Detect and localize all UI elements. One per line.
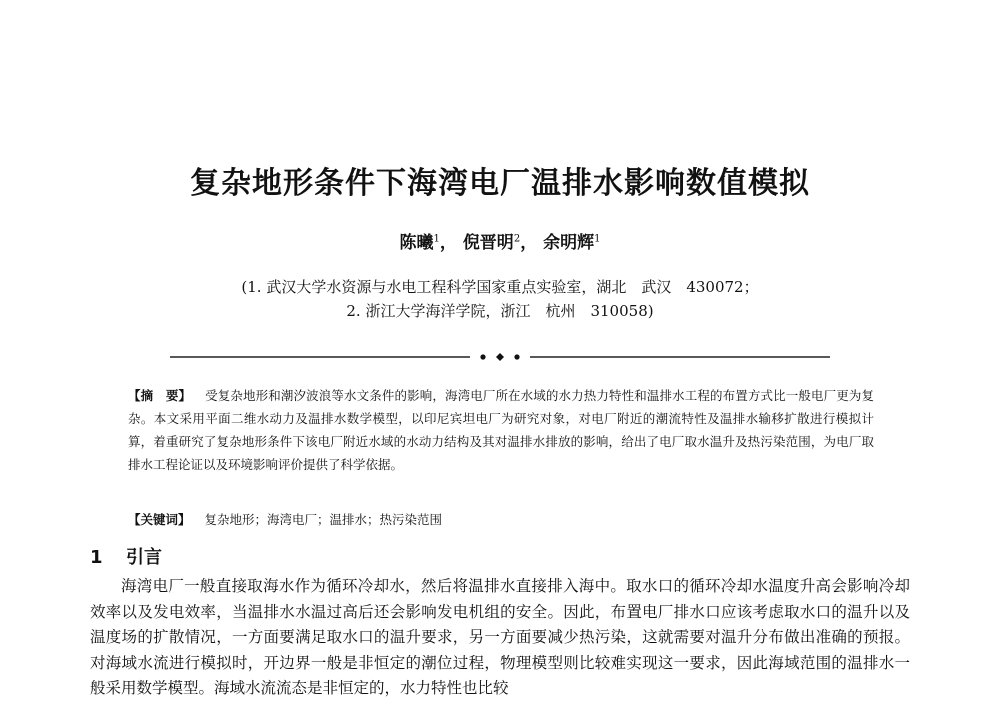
- affiliation-line: 2. 浙江大学海洋学院，浙江 杭州 310058): [346, 302, 654, 320]
- author-name: 余明辉: [543, 233, 595, 253]
- body-paragraph: 海湾电厂一般直接取海水作为循环冷却水，然后将温排水直接排入海中。取水口的循环冷却水温度升高会影响冷却效率以及发电效率，当温排水水温过高后还会影响发电机组的安全。因此，布置电厂排水口应该考虑取水口的温升以及温度场的扩散情况，一方面要满足取水口的温升要求，另一方面要减少热污染，这就需要对温升分布做出准确的预报。对海域水流进行模拟时，开边界一般是非恒定的潮位过程，物理模型则比较难实现这一要求，因此海域范围的温排水一般采用数学模型。海域水流流态是非恒定的，水力特性也比较: [90, 577, 910, 697]
- author-list: [0, 228, 1000, 253]
- keywords-label: 【关键词】: [128, 512, 191, 527]
- keywords-text: 复杂地形；海湾电厂；温排水；热污染范围: [204, 512, 443, 527]
- abstract: [128, 384, 874, 476]
- author-affil-mark: 1: [433, 233, 440, 245]
- author-name: 陈曦: [399, 233, 434, 253]
- keywords: [128, 510, 874, 528]
- author-separator: ，: [439, 233, 457, 253]
- section-heading: [90, 543, 162, 569]
- affiliation-line: (1. 武汉大学水资源与水电工程科学国家重点实验室，湖北 武汉 430072；: [241, 278, 759, 296]
- abstract-text: 受复杂地形和潮汐波浪等水文条件的影响，海湾电厂所在水域的水力热力特性和温排水工程的布置方式比一般电厂更为复杂。本文采用平面二维水动力及温排水数学模型，以印尼宾坦电厂为研究对象，对电厂附近的潮流特性及温排水输移扩散进行模拟计算，着重研究了复杂地形条件下该电厂附近水域的水动力结构及其对温排水排放的影响，给出了电厂取水温升及热污染范围，为电厂取排水工程论证以及环境影响评价提供了科学依据。: [128, 388, 874, 472]
- author-separator: ，: [520, 233, 538, 253]
- ornamental-divider: [170, 351, 830, 363]
- author-name: 倪晋明: [462, 233, 514, 253]
- author-affil-mark: 1: [594, 233, 601, 245]
- section-title: 引言: [126, 547, 162, 568]
- paper-title: 复杂地形条件下海湾电厂温排水影响数值模拟: [190, 166, 810, 201]
- abstract-label: 【摘 要】: [128, 388, 192, 403]
- section-number: 1: [90, 547, 103, 568]
- author-affil-mark: 2: [513, 233, 521, 245]
